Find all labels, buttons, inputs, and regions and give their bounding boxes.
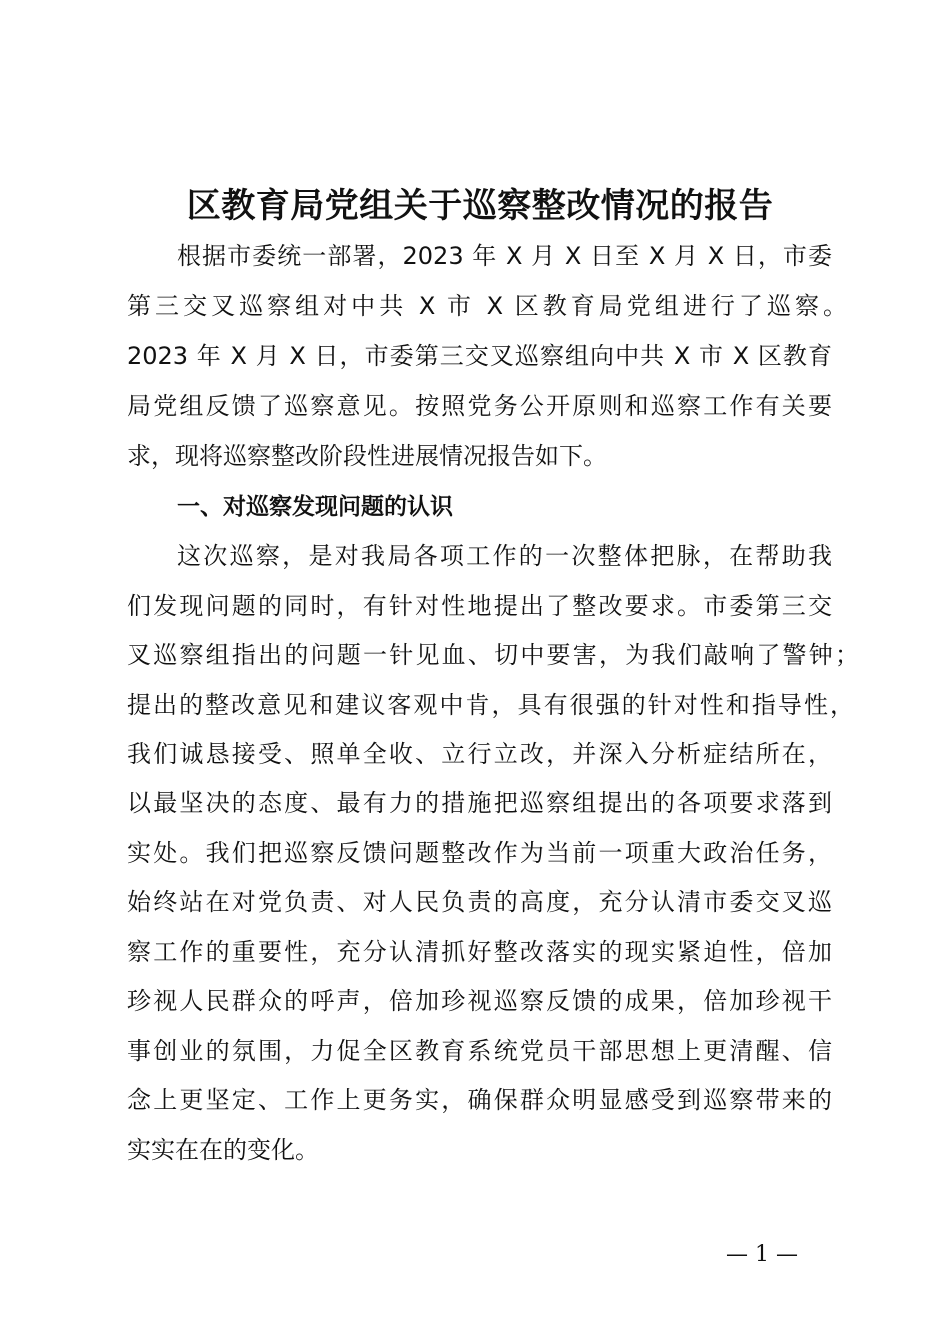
paragraph-line: 实实在在的变化。 [127, 1136, 319, 1164]
page-number: — 1 — [726, 1242, 798, 1267]
paragraph-line: 这次巡察，是对我局各项工作的一次整体把脉，在帮助我 [177, 542, 832, 570]
paragraph-line: 求，现将巡察整改阶段性进展情况报告如下。 [127, 442, 607, 470]
paragraph-line: 念上更坚定、工作上更务实，确保群众明显感受到巡察带来的 [127, 1086, 832, 1114]
paragraph-line: 们发现问题的同时，有针对性地提出了整改要求。市委第三交 [127, 592, 832, 620]
paragraph-line: 提出的整改意见和建议客观中肯，具有很强的针对性和指导性， [127, 691, 854, 719]
section-heading: 一、对巡察发现问题的认识 [177, 494, 453, 520]
paragraph-line: 局党组反馈了巡察意见。按照党务公开原则和巡察工作有关要 [127, 392, 832, 420]
paragraph-line: 我们诚恳接受、照单全收、立行立改，并深入分析症结所在， [127, 740, 832, 768]
paragraph-line: 以最坚决的态度、最有力的措施把巡察组提出的各项要求落到 [127, 789, 832, 817]
paragraph-line: 始终站在对党负责、对人民负责的高度，充分认清市委交叉巡 [127, 888, 832, 916]
document-title: 区教育局党组关于巡察整改情况的报告 [186, 186, 774, 226]
paragraph-line: 2023 年 X 月 X 日，市委第三交叉巡察组向中共 X 市 X 区教育 [127, 342, 832, 370]
paragraph-line: 第三交叉巡察组对中共 X 市 X 区教育局党组进行了巡察。 [127, 292, 847, 320]
paragraph-line: 珍视人民群众的呼声，倍加珍视巡察反馈的成果，倍加珍视干 [127, 987, 832, 1015]
paragraph-line: 根据市委统一部署，2023 年 X 月 X 日至 X 月 X 日，市委 [177, 242, 832, 270]
paragraph-line: 实处。我们把巡察反馈问题整改作为当前一项重大政治任务， [127, 839, 832, 867]
paragraph-line: 叉巡察组指出的问题一针见血、切中要害，为我们敲响了警钟； [127, 641, 859, 669]
paragraph-line: 事创业的氛围，力促全区教育系统党员干部思想上更清醒、信 [127, 1037, 832, 1065]
paragraph-line: 察工作的重要性，充分认清抓好整改落实的现实紧迫性，倍加 [127, 938, 832, 966]
